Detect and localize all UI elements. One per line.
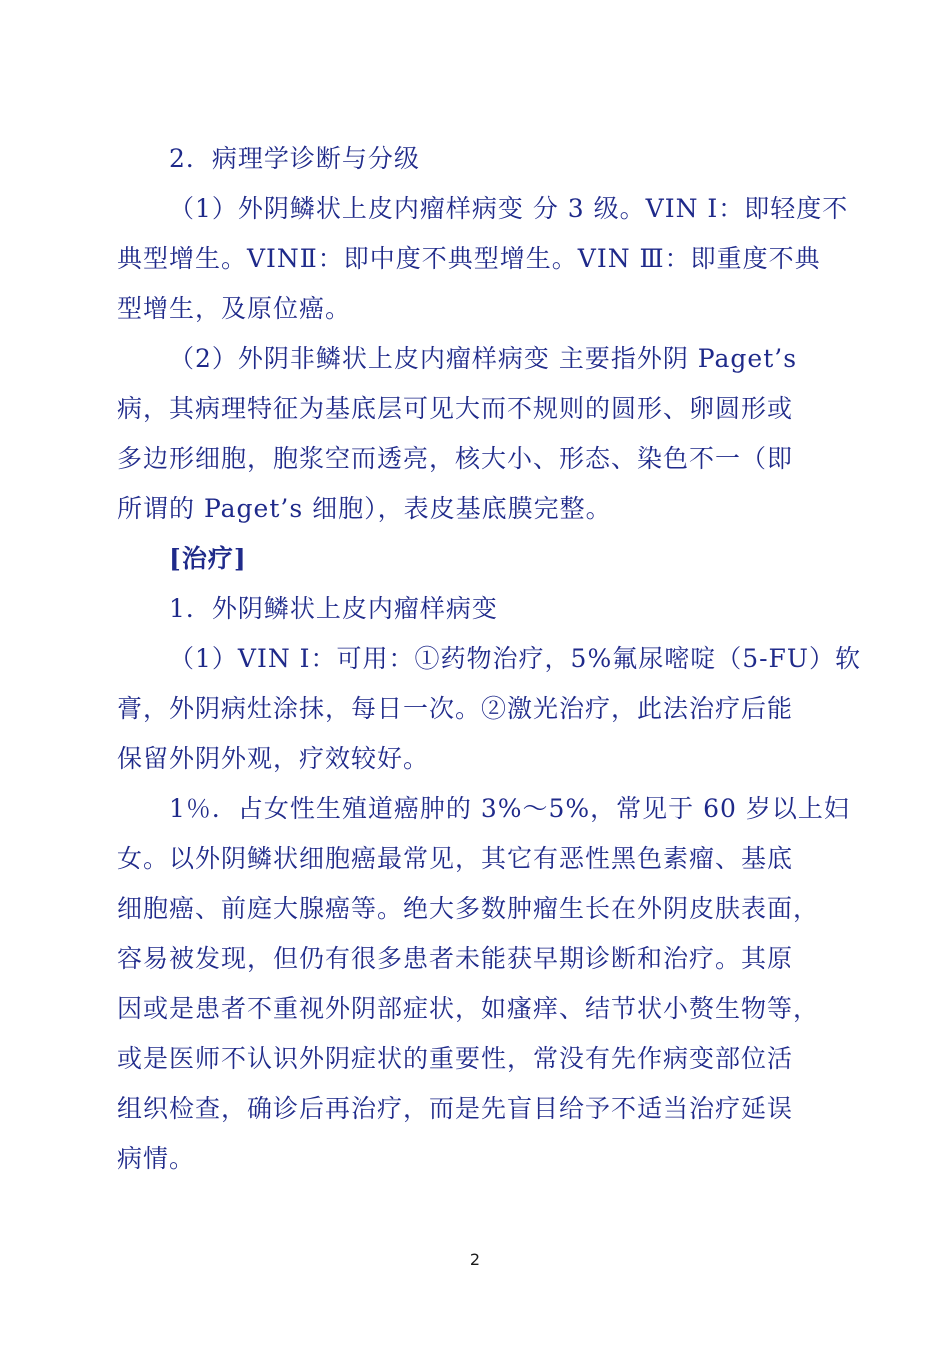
paragraph-line: 或是医师不认识外阴症状的重要性，常没有先作病变部位活	[117, 1044, 794, 1073]
paragraph-line: 典型增生。VINⅡ：即中度不典型增生。VIN Ⅲ：即重度不典	[117, 244, 821, 273]
paragraph-line: 细胞癌、前庭大腺癌等。绝大多数肿瘤生长在外阴皮肤表面，	[117, 894, 820, 923]
paragraph-line: 所谓的 Paget’s 细胞），表皮基底膜完整。	[117, 494, 612, 523]
paragraph-line: 型增生，及原位癌。	[117, 294, 352, 323]
paragraph-line: 组织检查，确诊后再治疗，而是先盲目给予不适当治疗延误	[117, 1094, 794, 1123]
paragraph-line: 膏，外阴病灶涂抹，每日一次。②激光治疗，此法治疗后能	[117, 694, 794, 723]
section-heading-pathology: 2．病理学诊断与分级	[169, 144, 420, 173]
paragraph-line: 因或是患者不重视外阴部症状，如瘙痒、结节状小赘生物等，	[117, 994, 820, 1023]
paragraph-line: 病情。	[117, 1144, 196, 1173]
paragraph-line: （1）外阴鳞状上皮内瘤样病变 分 3 级。VIN I：即轻度不	[169, 194, 849, 223]
page-number: 2	[469, 1250, 481, 1269]
paragraph-line: 女。以外阴鳞状细胞癌最常见，其它有恶性黑色素瘤、基底	[117, 844, 794, 873]
paragraph-line: 多边形细胞，胞浆空而透亮，核大小、形态、染色不一（即	[117, 444, 794, 473]
paragraph-line: （2）外阴非鳞状上皮内瘤样病变 主要指外阴 Paget’s	[169, 344, 798, 373]
paragraph-line: 1％．占女性生殖道癌肿的 3%～5%，常见于 60 岁以上妇	[169, 794, 850, 823]
document-body	[117, 134, 861, 1184]
paragraph-line: 病，其病理特征为基底层可见大而不规则的圆形、卵圆形或	[117, 394, 794, 423]
paragraph-line: （1）VIN I：可用：①药物治疗，5%氟尿嘧啶（5-FU）软	[169, 644, 861, 673]
section-heading-treatment: [治疗]	[169, 544, 247, 573]
subsection-heading: 1．外阴鳞状上皮内瘤样病变	[169, 594, 498, 623]
paragraph-line: 保留外阴外观，疗效较好。	[117, 744, 430, 773]
paragraph-line: 容易被发现，但仍有很多患者未能获早期诊断和治疗。其原	[117, 944, 794, 973]
